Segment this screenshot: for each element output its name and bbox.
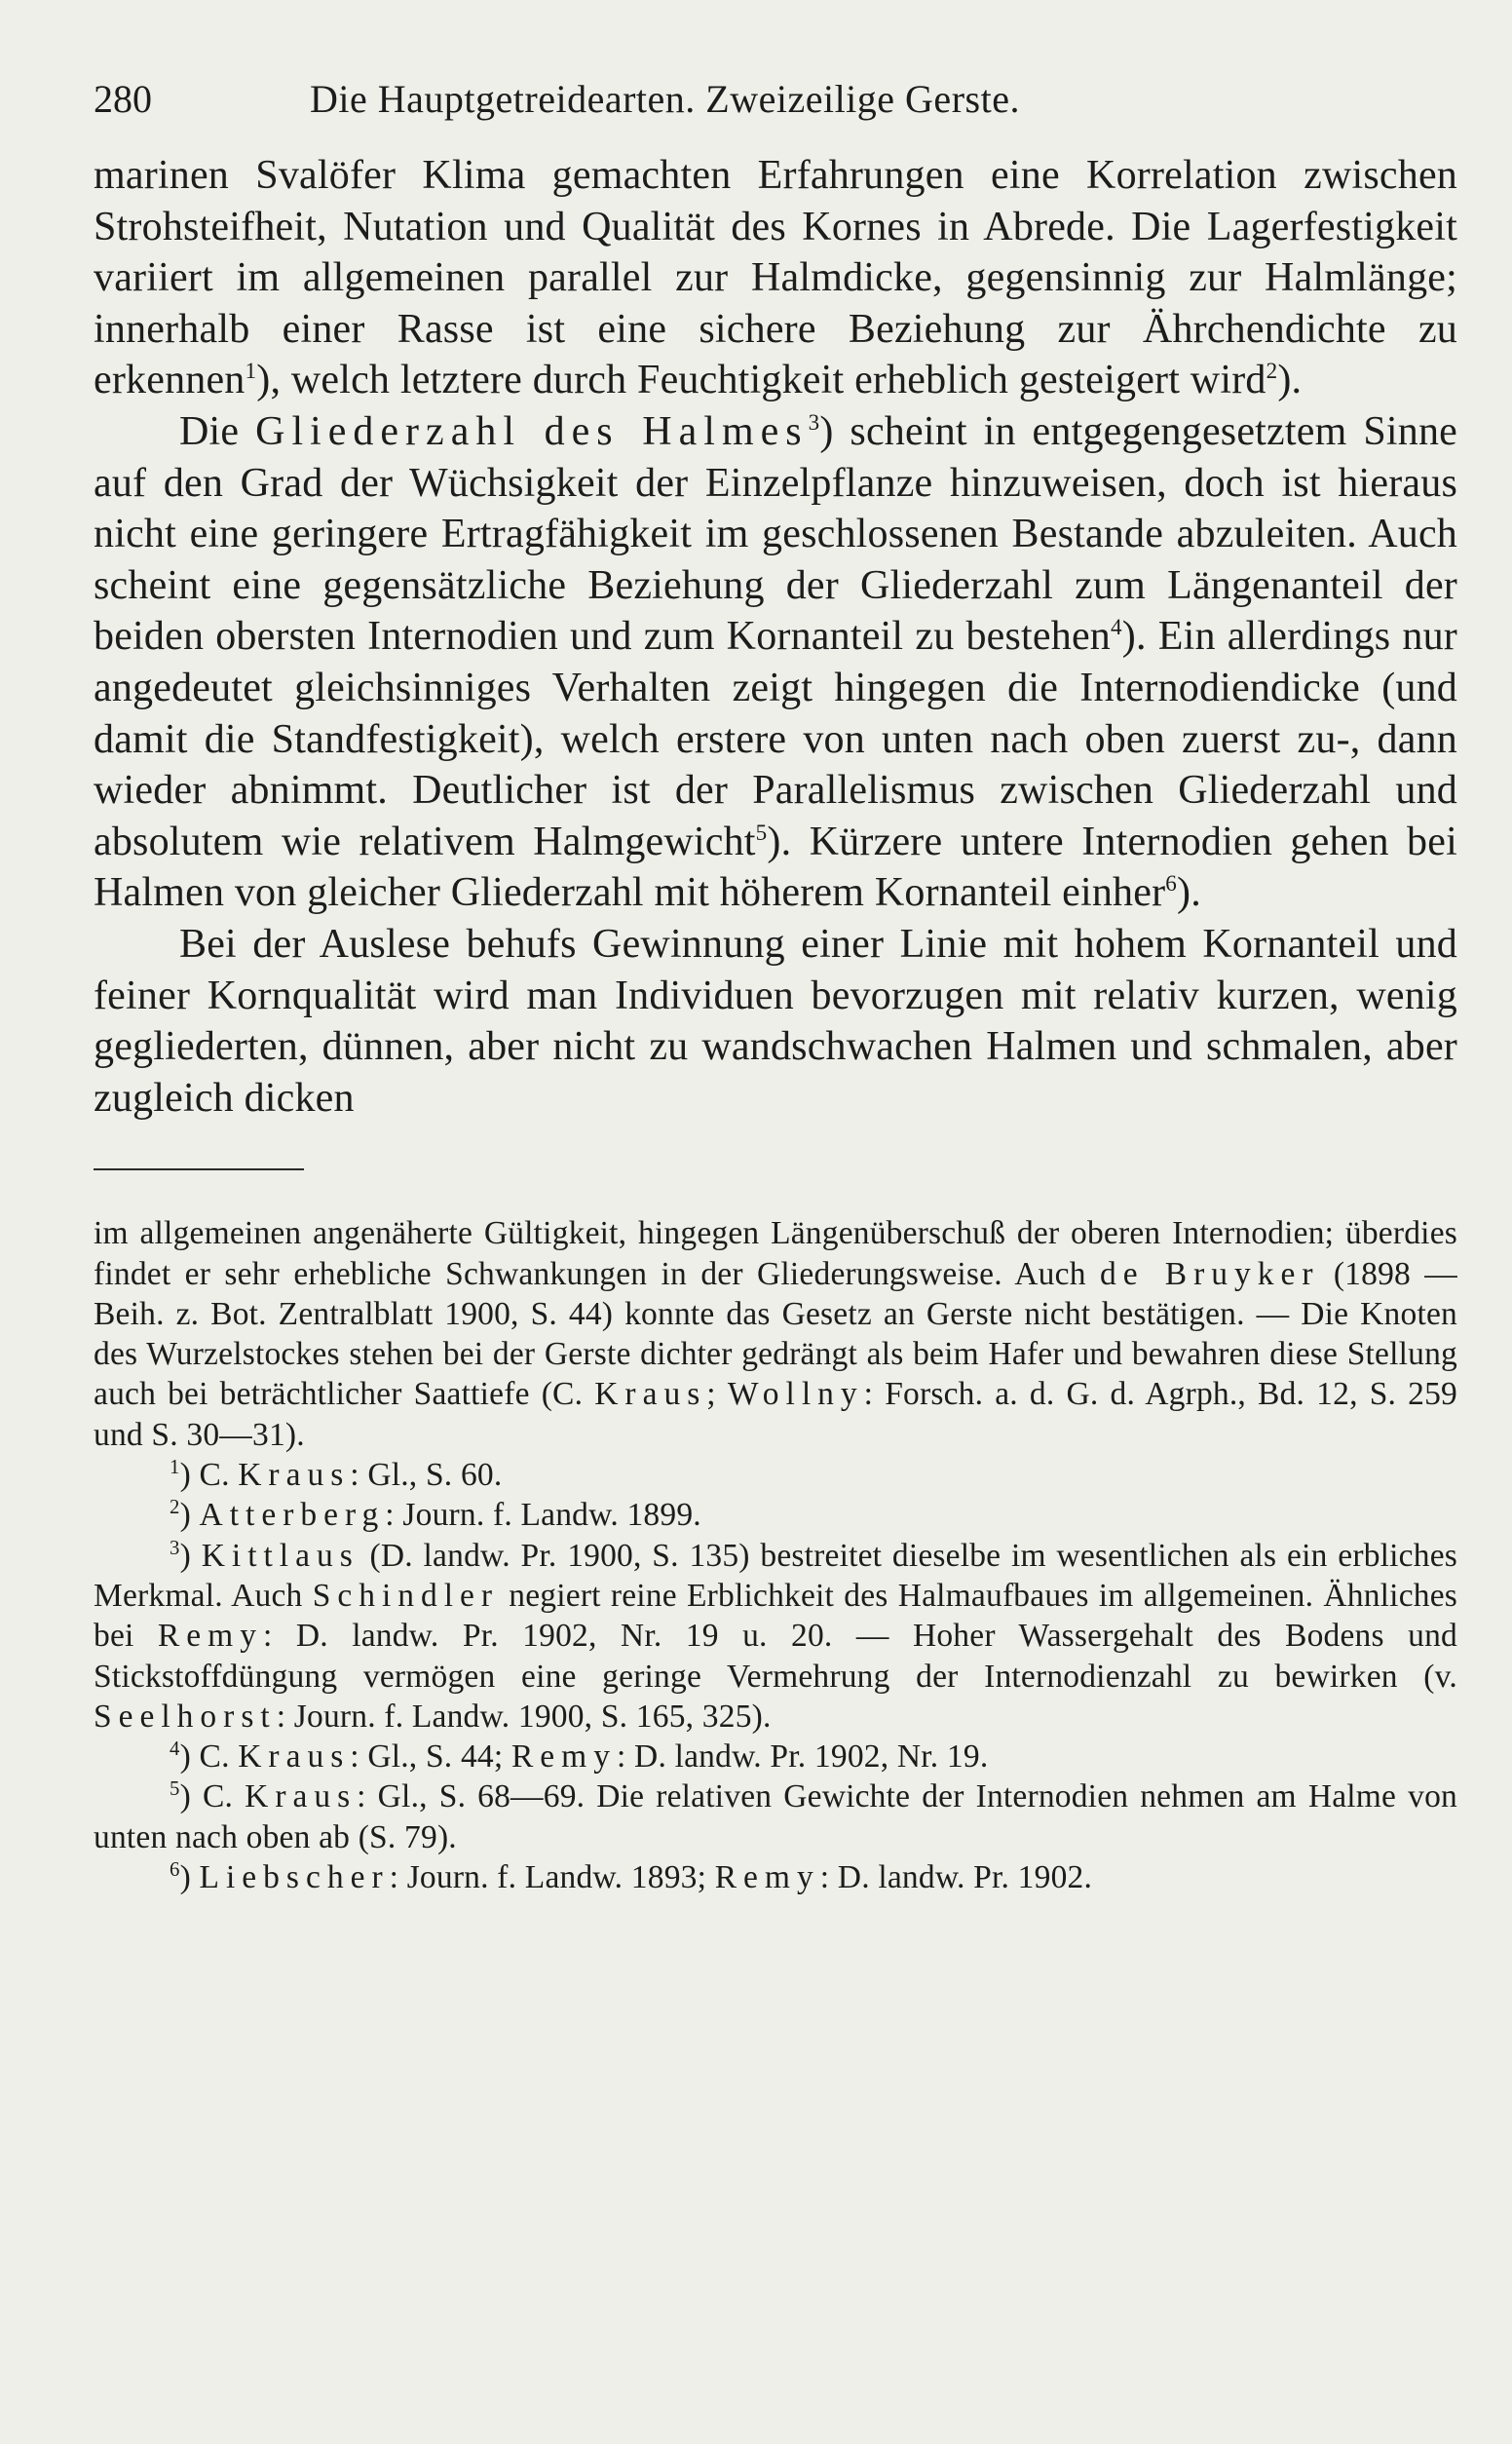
footnote-ref-1: 1 — [245, 358, 257, 384]
paragraph-2: Die Gliederzahl des Halmes$^3$) scheint in entgegengesetztem Sinne auf den Grad der Wüchsigkeit der Einzelpflanze hinzuweisen, doch ist hieraus nicht eine geringere Ertragfähigkeit im geschlossenen Bestande abzuleiten. Auch scheint eine gegensätzliche Beziehung der Gliederzahl zum Längenanteil der beiden obersten Internodien und zum Kornanteil zu bestehen$^4$). Ein allerdings nur angedeutet gleichsinniges Verhalten zeigt hingegen die Internodiendicke (und damit die Standfestigkeit), welch erstere von unten nach oben zuerst zu-, dann wieder abnimmt. Deutlicher ist der Parallelismus zwischen Gliederzahl und absolutem wie relativem Halmgewicht$^5$). Kürzere untere Internodien gehen bei Halmen von gleicher Gliederzahl mit höherem Kornanteil einher$^6$). — [94, 408, 1457, 916]
footnote-ref-2: 2 — [1266, 358, 1278, 384]
running-title: Die Hauptgetreidearten. Zweizeilige Gerste. — [310, 77, 1020, 121]
body-text — [94, 150, 1457, 1124]
footnote-marker: 6 — [170, 1857, 180, 1881]
footnote-ref-5: 5 — [755, 819, 768, 845]
author-name: Remy — [714, 1859, 820, 1896]
footnote-5: $^5$) C. Kraus: Gl., S. 68—69. Die relativen Gewichte der Internodien nehmen am Halme von unten nach oben ab (S. 79). — [94, 1777, 1457, 1855]
author-name: Wollny — [727, 1376, 864, 1413]
footnote-2: $^2$) Atterberg: Journ. f. Landw. 1899. — [170, 1496, 701, 1534]
footnotes — [94, 1213, 1457, 1897]
author-name: Kraus — [594, 1376, 707, 1413]
author-name: Schindler — [312, 1577, 500, 1614]
footnote-marker: 3 — [170, 1536, 180, 1559]
footnote-marker: 4 — [170, 1737, 180, 1760]
footnote-separator — [94, 1168, 304, 1170]
emphasis-spaced: Gliederzahl des Halmes — [255, 408, 809, 454]
author-name: Kraus — [245, 1778, 358, 1815]
paragraph-3: Bei der Auslese behufs Gewinnung einer Linie mit hohem Kornanteil und feiner Kornqualität wird man Individuen bevorzugen mit relativ kurzen, wenig gegliederten, dünnen, aber nicht zu wandschwachen Halmen und schmalen, aber zugleich dicken — [94, 921, 1457, 1121]
footnote-ref-6: 6 — [1165, 870, 1178, 897]
author-name: Remy — [510, 1738, 617, 1776]
footnote-ref-4: 4 — [1111, 614, 1122, 640]
paragraph-1: marinen Svalöfer Klima gemachten Erfahrungen eine Korrelation zwischen Strohsteifheit, Nutation und Qualität des Kornes in Abrede. Die Lagerfestigkeit variiert im allgemeinen parallel zur Halmdicke, gegensinnig zur Halmlänge; innerhalb einer Rasse ist eine sichere Beziehung zur Ährchendichte zu erkennen$^1$), welch letztere durch Feuchtigkeit erheblich gesteigert wird$^2$). — [94, 153, 1457, 403]
footnote-1: $^1$) C. Kraus: Gl., S. 60. — [170, 1455, 503, 1494]
author-name: Kittlaus — [201, 1537, 359, 1574]
author-name: Kraus — [238, 1738, 351, 1776]
author-name: Seelhorst — [94, 1698, 277, 1735]
author-name: Liebscher — [199, 1859, 390, 1896]
footnote-4: $^4$) C. Kraus: Gl., S. 44; Remy: D. landw. Pr. 1902, Nr. 19. — [170, 1737, 989, 1776]
footnote-continued: im allgemeinen angenäherte Gültigkeit, hingegen Längenüberschuß der oberen Internodien; überdies findet er sehr erhebliche Schwankungen in der Gliederungsweise. Auch de Bruyker (1898 — Beih. z. Bot. Zentralblatt 1900, S. 44) konnte das Gesetz an Gerste nicht bestätigen. — Die Knoten des Wurzelstockes stehen bei der Gerste dichter gedrängt als beim Hafer und bewahren diese Stellung auch bei beträchtlicher Saattiefe (C. Kraus; Wollny: Forsch. a. d. G. d. Agrph., Bd. 12, S. 259 und S. 30—31). — [94, 1215, 1458, 1453]
footnote-ref-3: 3 — [808, 408, 820, 435]
author-name: Kraus — [238, 1457, 351, 1494]
footnote-marker: 1 — [170, 1455, 180, 1478]
author-name: Atterberg — [199, 1497, 386, 1534]
author-name: Remy — [157, 1618, 263, 1655]
footnote-marker: 2 — [170, 1496, 180, 1519]
author-name: de Bruyker — [1099, 1255, 1320, 1292]
footnote-3: $^3$) Kittlaus (D. landw. Pr. 1900, S. 135) bestreitet dieselbe im wesentlichen als ein erbliches Merkmal. Auch Schindler negiert reine Erblichkeit des Halmaufbaues im allgemeinen. Ähnliches bei Remy: D. landw. Pr. 1902, Nr. 19 u. 20. — Hoher Wassergehalt des Bodens und Stickstoffdüngung vermögen eine geringe Vermehrung der Internodienzahl zu bewirken (v. Seelhorst: Journ. f. Landw. 1900, S. 165, 325). — [94, 1536, 1458, 1735]
page-number: 280 — [94, 77, 152, 121]
footnote-marker: 5 — [170, 1777, 180, 1801]
page-header — [94, 76, 1457, 123]
footnote-6: $^6$) Liebscher: Journ. f. Landw. 1893; Remy: D. landw. Pr. 1902. — [170, 1857, 1093, 1896]
